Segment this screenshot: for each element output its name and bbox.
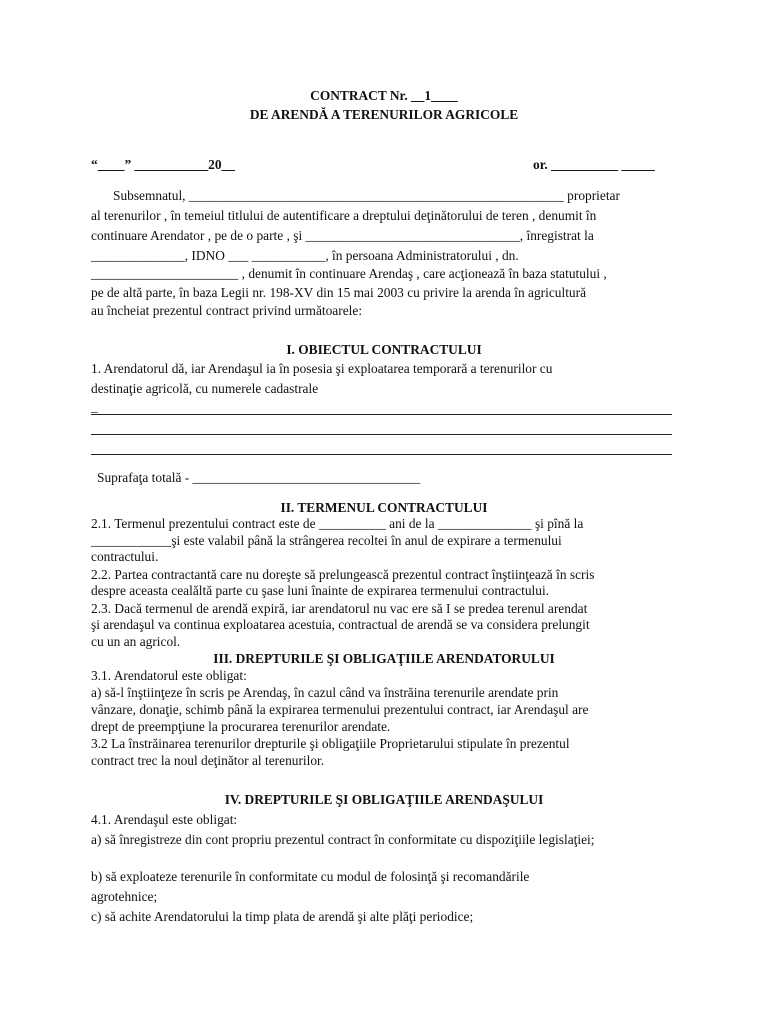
section-3-line: 3.1. Arendatorul este obligat: bbox=[91, 668, 247, 683]
date-line: “____” ___________20__ bbox=[91, 157, 235, 172]
section-3-line: vânzare, donaţie, schimb până la expirarea termenului prezentului contract, iar Arendaşul are bbox=[91, 702, 589, 717]
blank-line bbox=[91, 454, 672, 455]
section-3-line: a) să-l înştiinţeze în scris pe Arendaş, în cazul când va înstrăina terenurile arendate prin bbox=[91, 685, 559, 700]
intro-line: ______________, IDNO ___ ___________, în persoana Administratorului , dn. bbox=[91, 248, 519, 263]
section-2-line: cu un an agricol. bbox=[91, 634, 181, 649]
section-1-line: destinaţie agricolă, cu numerele cadastrale bbox=[91, 381, 319, 396]
section-2-title: II. TERMENUL CONTRACTULUI bbox=[280, 500, 488, 515]
blank-line bbox=[91, 414, 672, 415]
contract-subtitle: DE ARENDĂ A TERENURILOR AGRICOLE bbox=[249, 107, 519, 122]
section-4-line: agrotehnice; bbox=[91, 889, 158, 904]
contract-title: CONTRACT Nr. __1____ bbox=[310, 88, 458, 103]
intro-line: continuare Arendator , pe de o parte , şi ________________________________, înregistrat la bbox=[91, 228, 594, 243]
section-3-line: 3.2 La înstrăinarea terenurilor drepturile şi obligaţiile Proprietarului stipulate în prezentul bbox=[91, 736, 570, 751]
section-3-line: drept de preempţiune la procurarea terenurilor arendate. bbox=[91, 719, 391, 734]
section-2-line: 2.1. Termenul prezentului contract este de __________ ani de la ______________ şi pînă la bbox=[91, 516, 584, 531]
city-line: or. __________ _____ bbox=[533, 157, 655, 172]
blank-start: _ bbox=[91, 399, 98, 414]
section-1-title: I. OBIECTUL CONTRACTULUI bbox=[286, 342, 482, 357]
section-4-line: b) să exploateze terenurile în conformitate cu modul de folosinţă şi recomandările bbox=[91, 869, 530, 884]
section-4-title: IV. DREPTURILE ŞI OBLIGAŢIILE ARENDAŞULUI bbox=[224, 792, 544, 807]
section-2-line: 2.3. Dacă termenul de arendă expiră, iar arendatorul nu vac ere să I se predea terenul arendat bbox=[91, 601, 588, 616]
section-2-line: despre aceasta cealăltă parte cu şase luni înainte de expirarea termenului contractului. bbox=[91, 583, 550, 598]
section-4-line: a) să înregistreze din cont propriu prezentul contract în conformitate cu dispoziţiile legislaţiei; bbox=[91, 832, 595, 847]
intro-line: au încheiat prezentul contract privind următoarele: bbox=[91, 303, 363, 318]
intro-line: al terenurilor , în temeiul titlului de autentificare a dreptului deţinătorului de teren , denumit în bbox=[91, 208, 597, 223]
section-2-line: contractului. bbox=[91, 549, 159, 564]
section-3-line: contract trec la noul deţinător al terenurilor. bbox=[91, 753, 325, 768]
total-area: Suprafaţa totală - __________________________________ bbox=[97, 470, 421, 485]
blank-line bbox=[91, 434, 672, 435]
section-2-line: 2.2. Partea contractantă care nu doreşte să prelungească prezentul contract înştiinţează în scris bbox=[91, 567, 595, 582]
section-3-title: III. DREPTURILE ŞI OBLIGAŢIILE ARENDATORULUI bbox=[213, 651, 555, 666]
section-4-line: 4.1. Arendaşul este obligat: bbox=[91, 812, 238, 827]
intro-line: pe de altă parte, în baza Legii nr. 198-XV din 15 mai 2003 cu privire la arenda în agricultură bbox=[91, 285, 587, 300]
section-2-line: şi arendaşul va continua exploatarea acestuia, contractual de arendă se va considera prelungit bbox=[91, 617, 590, 632]
section-4-line: c) să achite Arendatorului la timp plata de arendă şi alte plăţi periodice; bbox=[91, 909, 474, 924]
intro-line: ______________________ , denumit în continuare Arendaş , care acţionează în baza statutului , bbox=[91, 266, 607, 281]
intro-line: Subsemnatul, ________________________________________________________ proprietar bbox=[113, 188, 620, 203]
section-1-line: 1. Arendatorul dă, iar Arendaşul ia în posesia şi exploatarea temporară a terenurilor cu bbox=[91, 361, 553, 376]
section-2-line: ____________şi este valabil până la strângerea recoltei în anul de expirare a termenului bbox=[91, 533, 562, 548]
